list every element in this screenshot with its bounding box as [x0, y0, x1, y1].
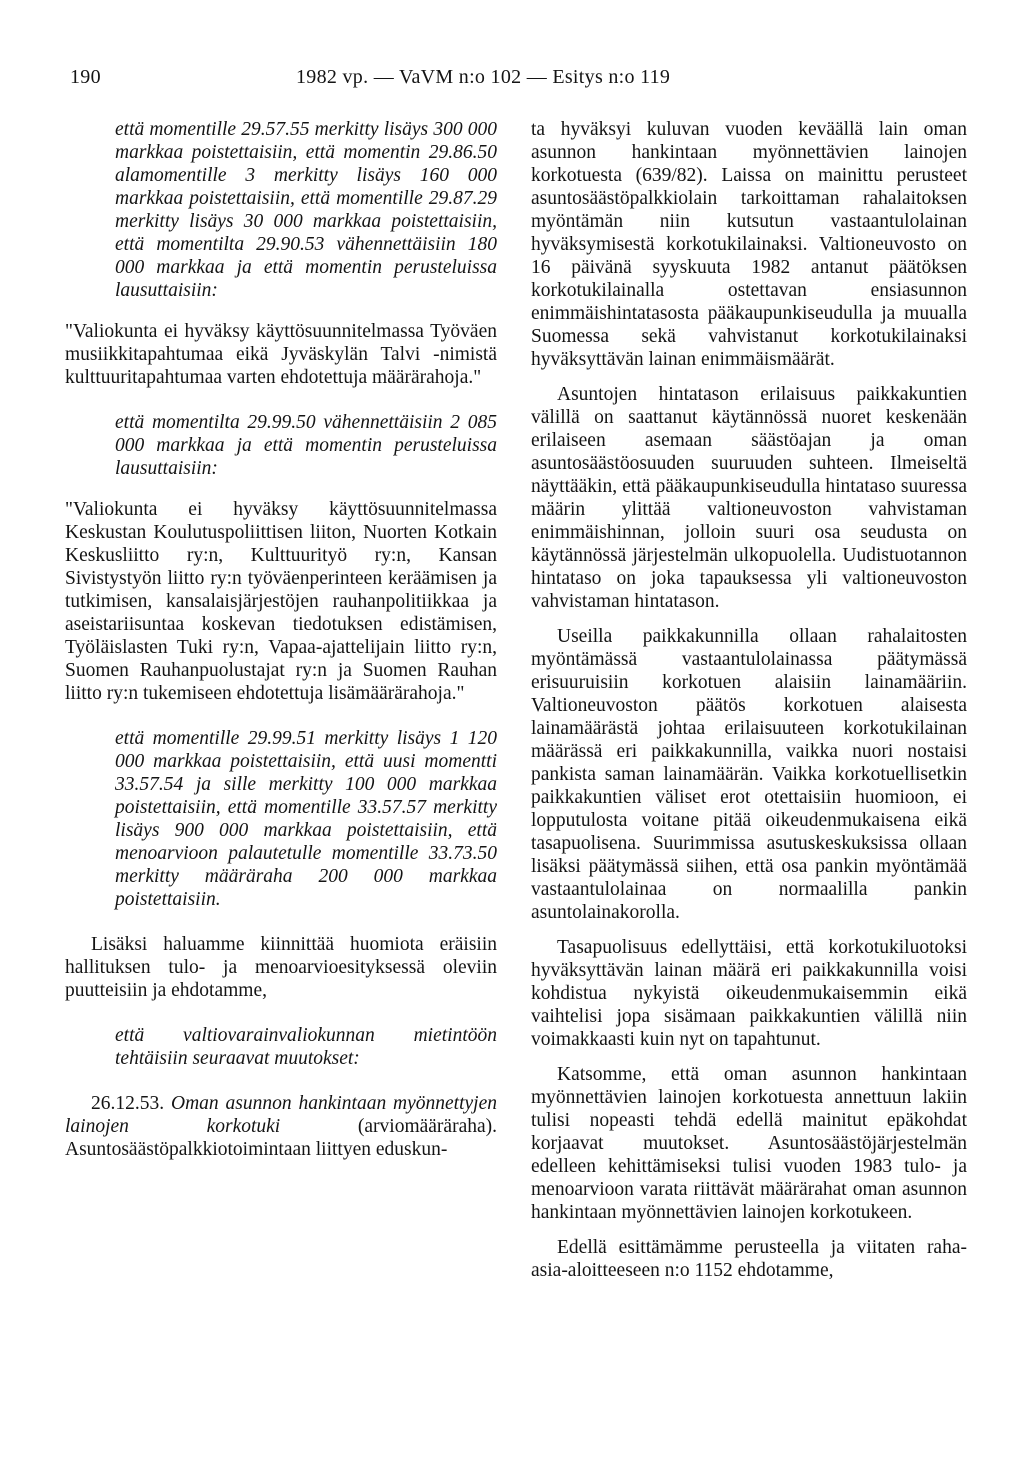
quote-paragraph: "Valiokunta ei hyväksy käyttösuunnitelmassa Työväen musiikkitapahtumaa eikä Jyväskylän Talvi -nimistä kulttuuritapahtumaa varten ehdotettuja määrärahoja.": [65, 321, 497, 388]
left-column: [65, 118, 497, 1161]
section-number: 26.12.53.: [91, 1093, 165, 1114]
section-paren: (arviomääräraha).: [357, 1116, 497, 1137]
body-paragraph: Katsomme, että oman asunnon hankintaan myönnettävien lainojen korkotuesta annettuun lakiin tulisi nopeasti tehdä edellä mainitut epäkohdat korjaavat muutokset. Asuntosäästöjärjestelmän edelleen kehittämiseksi tulisi vuoden 1983 tulo- ja menoarvioon varata riittävät määrärahat oman asunnon hankintaan myönnettävien lainojen korkotukeen.: [531, 1064, 967, 1223]
running-header: 1982 vp. — VaVM n:o 102 — Esitys n:o 119: [296, 66, 671, 88]
body-paragraph: Asuntojen hintatason erilaisuus paikkakuntien välillä on saattanut käytännössä nuoret keskenään erilaiseen asemaan säästöajan ja oman asuntosäästöosuuden suuruuden suhteen. Ilmeiseltä näyttääkin, että pääkaupunkiseudulla hintataso suuressa määrin ylittää valtioneuvoston vahvistaman enimmäishinnan, jolloin suuri osa seudusta on käytännössä järjestelmän ulkopuolella. Uudistuotannon hintataso on joka tapauksessa yli valtioneuvoston vahvistaman hintatason.: [531, 384, 967, 612]
right-column: [531, 118, 967, 1282]
motion-paragraph: että momentille 29.57.55 merkitty lisäys 300 000 markkaa poistettaisiin, että momentin 29.86.50 alamomentille 3 merkitty lisäys 160 000 markkaa poistettaisiin, että momentille 29.87.29 merkitty lisäys 30 000 markkaa poistettaisiin, että momentilta 29.90.53 vähennettäisiin 180 000 markkaa ja että momentin perusteluissa lausuttaisiin:: [115, 119, 497, 301]
body-paragraph: Useilla paikkakunnilla ollaan rahalaitosten myöntämässä vastaantulolainassa päätymässä erisuuruisiin korkotuen alaisiin lainamääriin. Valtioneuvoston päätös korkotuen alaisesta lainamäärästä johtaa erilaisuuteen korkotukilainan määrässä eri paikkakunnilla, vaikka nuori nostaisi pankista saman lainamäärän. Vaikka korkotuellisetkin paikkakuntien väliset erot otettaisiin huomioon, ei lopputulosta voitane pitää oikeudenmukaisena eikä tasapuolisena. Suurimmissa asutuskeskuksissa ollaan lisäksi päätymässä siihen, että osa pankin myöntämää vastaantulolainaa on normaalilla pankin asuntolainakorolla.: [531, 626, 967, 923]
motion-paragraph: että momentilta 29.99.50 vähennettäisiin 2 085 000 markkaa ja että momentin perusteluissa lausuttaisiin:: [115, 412, 497, 479]
motion-paragraph: että momentille 29.99.51 merkitty lisäys 1 120 000 markkaa poistettaisiin, että uusi momentti 33.57.54 ja sille merkitty 100 000 markkaa poistettaisiin, että momentille 33.57.57 merkitty lisäys 900 000 markkaa poistettaisiin, että menoarvioon palautetulle momentille 33.73.50 merkitty määräraha 200 000 markkaa poistettaisiin.: [115, 728, 497, 910]
section-paragraph: [65, 1092, 497, 1161]
body-paragraph: ta hyväksyi kuluvan vuoden keväällä lain oman asunnon hankintaan myönnettävien lainojen korkotuesta (639/82). Laissa on mainittu perusteet asuntosäästöpalkkiolain tarkoittaman rahalaitoksen myöntämän niin kutsutun vastaantulolainan hyväksymisestä korkotukilainaksi. Valtioneuvosto on 16 päivänä syyskuuta 1982 antanut päätöksen korkotukilainalla ostettavan ensiasunnon enimmäishintatasosta pääkaupunkiseudulla ja muualla Suomessa sekä vahvistanut korkotukilainaksi hyväksyttävän lainan enimmäismäärät.: [531, 119, 967, 370]
page-number: 190: [70, 66, 101, 88]
section-text: Asuntosäästöpalkkiotoimintaan liittyen eduskun-: [65, 1139, 448, 1160]
section-title: Oman asunnon hankintaan myönnettyjen lainojen korkotuki: [65, 1093, 497, 1137]
motion-paragraph: että valtiovarainvaliokunnan mietintöön tehtäisiin seuraavat muutokset:: [115, 1025, 497, 1069]
quote-paragraph: "Valiokunta ei hyväksy käyttösuunnitelmassa Keskustan Koulutuspoliittisen liiton, Nuorten Kotkain Keskusliitto ry:n, Kulttuurityö ry:n, Kansan Sivistystyön liitto ry:n työväenperinteen keräämisen ja tutkimisen, kansalaisjärjestöjen rauhanpolitiikkaa ja aseistariisuntaa koskevan tiedotuksen edistämisen, Työläislasten Tuki ry:n, Vapaa-ajattelijain liitto ry:n, Suomen Rauhanpuolustajat ry:n ja Suomen Rauhan liitto ry:n tukemiseen ehdotettuja lisämäärärahoja.": [65, 499, 497, 704]
body-paragraph: Lisäksi haluamme kiinnittää huomiota eräisiin hallituksen tulo- ja menoarvioesityksessä oleviin puutteisiin ja ehdotamme,: [65, 934, 497, 1001]
body-paragraph: Edellä esittämämme perusteella ja viitaten raha-asia-aloitteeseen n:o 1152 ehdotamme,: [531, 1237, 967, 1281]
body-paragraph: Tasapuolisuus edellyttäisi, että korkotukiluotoksi hyväksyttävän lainan määrä eri paikkakunnilla voisi kohdistua nykyistä oikeudenmukaisemmin eikä vaihtelisi jopa sisämaan paikkakuntien välillä niin voimakkaasti kuin nyt on tapahtunut.: [531, 937, 967, 1050]
